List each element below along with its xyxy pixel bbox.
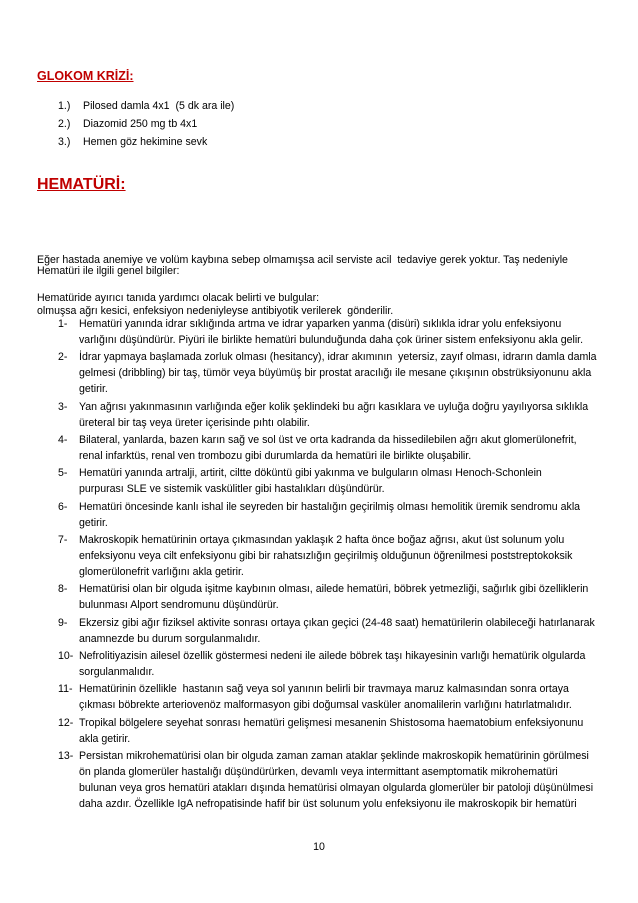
list-item-text [79, 465, 542, 497]
list-item-text [79, 532, 572, 580]
text-line: getirir. [79, 383, 108, 396]
text-line: gelmesi (dribbling) bir taş, tümör veya büyümüş bir prostat aracılığı ile mesane çıkışının obstrüksiyonunu akla [79, 367, 592, 380]
findings-list-item [58, 681, 597, 713]
list-item-number: 6- [58, 500, 68, 513]
list-item-number: 1.) [58, 100, 71, 112]
list-item-text [79, 681, 572, 713]
text-line: bulunması Alport sendromunu düşündürür. [79, 599, 279, 612]
findings-list-item [58, 499, 597, 531]
list-item-text: Pilosed damla 4x1 (5 dk ara ile) [83, 100, 235, 112]
list-item-number: 9- [58, 616, 68, 629]
glokom-list [58, 97, 234, 151]
findings-list-item [58, 316, 597, 348]
glokom-list-item [58, 115, 234, 133]
text-line: renal infarktüs, renal ven trombozu gibi durumlarda da hematüri ile birlikte oluşabilir. [79, 450, 472, 463]
page-number: 10 [313, 841, 325, 853]
list-item-text [79, 615, 595, 647]
text-line: Hematürisi olan bir olguda işitme kaybının olması, ailede hematüri, böbrek yetmezliği, sağırlık gibi özelliklerin [79, 583, 589, 596]
list-item-number: 10- [58, 650, 74, 663]
list-item-text [79, 399, 588, 431]
list-item-number: 2.) [58, 118, 71, 130]
text-line: Yan ağrısı yakınmasının varlığında eğer kolik şeklindeki bu ağrı kasıklara ve uyluğa doğru yayılıyorsa sıklıkla [79, 400, 589, 413]
list-item-text [79, 349, 597, 397]
list-item-number: 5- [58, 467, 68, 480]
list-item-number: 11- [58, 683, 73, 696]
findings-list-title: Hematüride ayırıcı tanıda yardımcı olacak belirti ve bulgular: [37, 291, 320, 304]
list-item-number: 3.) [58, 136, 71, 148]
findings-list-item [58, 399, 597, 431]
text-line: Hematürinin özellikle hastanın sağ veya sol yanının belirli bir travmaya maruz kalmasından sonra ortaya [79, 683, 569, 696]
list-item-number: 4- [58, 434, 68, 447]
list-item-number: 12- [58, 716, 74, 729]
text-line: olmuşsa ağrı kesici, enfeksiyon nedeniyleyse antibiyotik verilerek gönderilir. [37, 304, 394, 317]
text-line: daha azdır. Özellikle IgA nefropatisinde hafif bir üst solunum yolu enfeksiyonu ile makroskopik bir hematüri [79, 798, 577, 811]
text-line: İdrar yapmaya başlamada zorluk olması (hesitancy), idrar akımının yetersiz, zayıf olması, idrarın damla damla [79, 351, 597, 364]
list-item-number: 1- [58, 318, 68, 330]
list-item-text [79, 648, 585, 680]
findings-list-item [58, 615, 597, 647]
glokom-heading: GLOKOM KRİZİ: [37, 69, 134, 83]
findings-list-item [58, 581, 597, 613]
list-item-number: 3- [58, 400, 68, 413]
text-line: akla getirir. [79, 732, 131, 745]
list-item-text [79, 432, 577, 464]
findings-list [58, 316, 597, 813]
text-line: Bilateral, yanlarda, bazen karın sağ ve sol üst ve orta kadranda da hissedilebilen ağrı akut glomerülonefrit, [79, 434, 577, 447]
text-line: Hematüri yanında idrar sıklığında artma ve idrar yaparken yanma (disüri) sıklıkla idrar yolu enfeksiyonu [79, 318, 562, 330]
text-line: Ekzersiz gibi ağır fiziksel aktivite sonrası ortaya çıkan geçici (24-48 saat) hematürilerin olabileceği hatırlanarak [79, 616, 595, 629]
text-line: üreteral bir taş veya üreter içerisinde pıhtı olabilir. [79, 416, 310, 429]
glokom-list-item [58, 133, 234, 151]
general-info-text: Hematüri ile ilgili genel bilgiler: [37, 264, 180, 277]
findings-list-item [58, 715, 597, 747]
text-line: purpurası SLE ve sistemik vaskülitler gibi hastalıkları düşündürür. [79, 483, 385, 496]
list-item-text: Hemen göz hekimine sevk [83, 136, 208, 148]
text-line: varlığını düşündürür. Piyüri ile birlikte hematüri bulunduğunda daha çok üriner sistem enfeksiyonu akla gelir. [79, 334, 584, 346]
list-item-number: 8- [58, 583, 68, 596]
text-line: ön planda glomerüler hastalığı düşündürürken, devamlı veya intermittant asemptomatik mikrohematüri [79, 766, 558, 779]
findings-list-item [58, 648, 597, 680]
findings-list-item [58, 532, 597, 580]
list-item-number: 7- [58, 534, 68, 547]
findings-list-item [58, 432, 597, 464]
hematuri-heading: HEMATÜRİ: [37, 176, 126, 193]
text-line: Tropikal bölgelere seyehat sonrası hematüri gelişmesi mesanenin Shistosoma haematobium enfeksiyonunu [79, 716, 584, 729]
list-item-text: Diazomid 250 mg tb 4x1 [83, 118, 198, 130]
text-line: sorgulanmalıdır. [79, 666, 155, 679]
text-line: Makroskopik hematürinin ortaya çıkmasından yaklaşık 2 hafta önce boğaz ağrısı, akut üst solunum yolu [79, 534, 565, 547]
text-line: enfeksiyonu veya cilt enfeksiyonu gibi bir rahatsızlığın geçirilmiş olduğunun öğrenilmesi poststreptokoksik [79, 550, 573, 563]
text-line: Hematüri yanında artralji, artirit, ciltte döküntü gibi yakınma ve bulguların olması Henoch-Schonlein [79, 467, 542, 480]
list-item-text [79, 581, 588, 613]
text-line: anamnezde bu durum sorgulanmalıdır. [79, 632, 261, 645]
text-line: glomerülonefrit varlığını akla getirir. [79, 566, 244, 579]
list-item-text [79, 748, 593, 812]
text-line: çıkması böbrekte arteriovenöz malformasyon gibi doğumsal vasküler anomalilerin varlığını hatırlatmalıdır. [79, 699, 572, 712]
text-line: Nefrolitiyazisin ailesel özellik göstermesi nedeni ile ailede böbrek taşı hikayesinin varlığı hematürik olgularda [79, 650, 586, 663]
text-line: getirir. [79, 516, 108, 529]
list-item-text [79, 499, 580, 531]
glokom-list-item [58, 97, 234, 115]
text-line: Persistan mikrohematürisi olan bir olguda zaman zaman ataklar şeklinde makroskopik hematürinin görülmesi [79, 750, 589, 763]
list-item-text [79, 316, 583, 348]
findings-list-item [58, 349, 597, 397]
findings-list-item [58, 465, 597, 497]
list-item-number: 2- [58, 351, 68, 364]
list-item-number: 13- [58, 750, 74, 763]
text-line: Eğer hastada anemiye ve volüm kaybına sebep olmamışsa acil serviste acil tedaviye gerek yoktur. Taş nedeniyle [37, 253, 568, 266]
list-item-text [79, 715, 583, 747]
findings-list-item [58, 748, 597, 812]
text-line: Hematüri öncesinde kanlı ishal ile seyreden bir hastalığın geçirilmiş olması hemolitik üremik sendromu akla [79, 500, 581, 513]
text-line: bulunan veya gros hematüri atakları dışında hematürisi olmayan olgularda glomerüler bir patoloji düşünülmesi [79, 782, 594, 795]
